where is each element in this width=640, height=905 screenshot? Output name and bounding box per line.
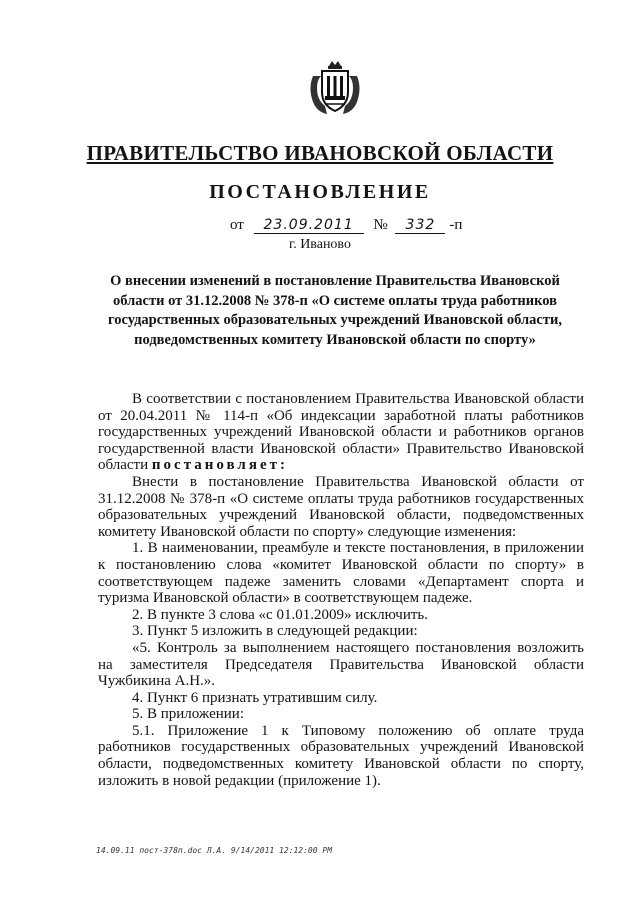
number-suffix: -п: [449, 217, 463, 233]
item-2: 2. В пункте 3 слова «с 01.01.2009» исключить.: [132, 606, 429, 623]
item-5: 5. В приложении:: [132, 706, 244, 723]
coat-of-arms-icon: [305, 58, 365, 118]
document-body: [98, 391, 584, 789]
item-1: 1. В наименовании, преамбуле и тексте постановления, в приложении к постановлению слова «комитет Ивановской области по спорту» в соответствующем падеже заменить словами «Департамент спорта и туризма Ивановской области» в соответствующем падеже.: [98, 540, 584, 607]
file-footer: 14.09.11 пост-378п.doc Л.А. 9/14/2011 12:12:00 PM: [96, 846, 333, 855]
number-prefix: №: [373, 217, 388, 233]
resolves-keyword: постановляет:: [151, 457, 288, 474]
item-3-quote: «5. Контроль за выполнением настоящего постановления возложить на заместителя Председателя Правительства Ивановской области Чужбикина А.Н.».: [98, 639, 584, 690]
date-prefix: от: [230, 217, 244, 233]
document-type: ПОСТАНОВЛЕНИЕ: [209, 181, 431, 203]
city: г. Иваново: [289, 237, 351, 252]
organization-name: ПРАВИТЕЛЬСТВО ИВАНОВСКОЙ ОБЛАСТИ: [86, 141, 554, 165]
document-number: 332: [395, 217, 445, 234]
intro-paragraph: Внести в постановление Правительства Ивановской области от 31.12.2008 № 378-п «О системе оплаты труда работников государственных образовательных учреждений Ивановской области, подведомственных комитету Ивановской области по спорту» следующие изменения:: [98, 473, 584, 540]
preamble-text: В соответствии с постановлением Правительства Ивановской области от 20.04.2011 № 114-п «Об индексации заработной платы работников государственных учреждений Ивановской области и работников органов государственной власти Ивановской области» Правительство Ивановской области: [98, 391, 584, 474]
item-4: 4. Пункт 6 признать утратившим силу.: [132, 689, 378, 706]
document-date: 23.09.2011: [254, 217, 364, 234]
date-number-line: [230, 217, 462, 234]
item-5-1: 5.1. Приложение 1 к Типовому положению об оплате труда работников государственных образовательных учреждений Ивановской области, подведомственных комитету Ивановской области по спорту, изложить в новой редакции (приложение 1).: [98, 722, 584, 789]
document-title: О внесении изменений в постановление Правительства Ивановской области от 31.12.2008 № 378-п «О системе оплаты труда работников государственных образовательных учреждений Ивановской области, подведомственных комитету Ивановской области по спорту»: [108, 273, 562, 348]
preamble-paragraph: [98, 391, 584, 474]
item-3: 3. Пункт 5 изложить в следующей редакции:: [132, 623, 418, 640]
